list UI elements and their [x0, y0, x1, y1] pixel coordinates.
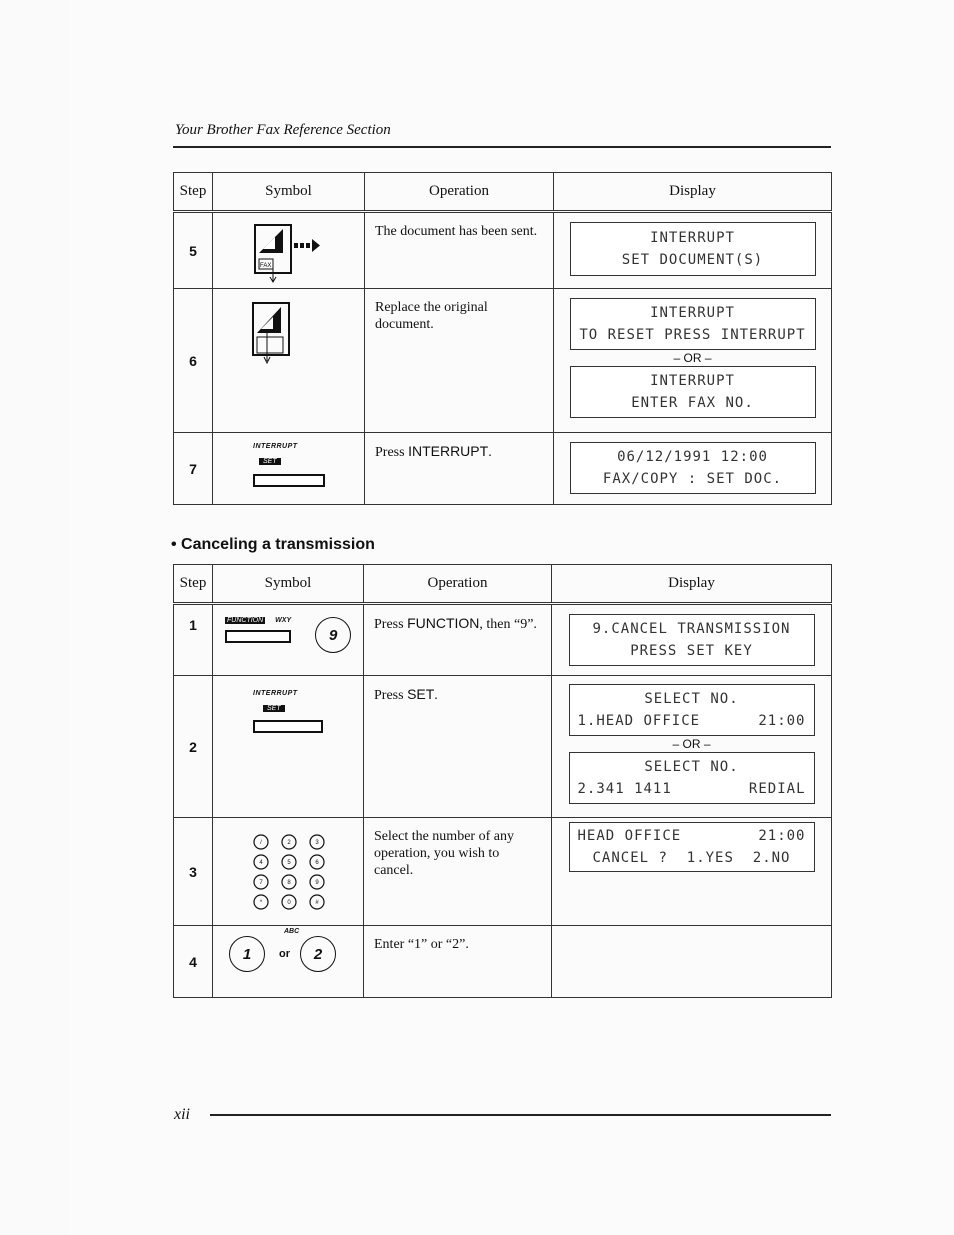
- lcd-display: [570, 366, 816, 418]
- col-step: Step: [174, 173, 213, 212]
- svg-text:6: 6: [315, 860, 319, 866]
- step-number: 1: [174, 604, 213, 676]
- svg-text:9: 9: [315, 880, 319, 886]
- operation-text-prefix: Press: [375, 445, 409, 460]
- table-row: [174, 433, 832, 505]
- symbol-cell: [213, 676, 364, 818]
- operation-text-suffix: , then “9”.: [479, 617, 537, 632]
- lcd-line: 9.CANCEL TRANSMISSION: [592, 621, 791, 637]
- lcd-line: FAX/COPY : SET DOC.: [602, 471, 783, 487]
- svg-text:FAX: FAX: [260, 263, 272, 269]
- lcd-display: [570, 442, 816, 494]
- table-header-row: [174, 565, 832, 604]
- step-number: 3: [174, 818, 213, 926]
- lcd-line: TO RESET PRESS INTERRUPT: [579, 327, 806, 343]
- col-display: Display: [554, 173, 832, 212]
- operation-text: [365, 433, 554, 505]
- svg-text:2: 2: [287, 840, 291, 846]
- set-badge: SET: [259, 458, 281, 465]
- lcd-line: INTERRUPT: [650, 305, 735, 321]
- operation-key: SET: [407, 686, 435, 702]
- function-key-icon: [225, 630, 291, 643]
- set-badge: SET: [263, 705, 285, 712]
- operation-text: Replace the original document.: [365, 289, 554, 433]
- or-text: or: [279, 948, 290, 960]
- col-step: Step: [174, 565, 213, 604]
- function-badge: FUNCTION: [227, 617, 264, 624]
- lcd-display: [570, 222, 816, 276]
- col-symbol: Symbol: [213, 565, 364, 604]
- interrupt-key-label: INTERRUPT: [253, 443, 298, 450]
- display-cell: [552, 676, 832, 818]
- or-separator: – OR –: [673, 351, 712, 365]
- lcd-line: SET DOCUMENT(S): [621, 252, 764, 268]
- lcd-line: CANCEL ? 1.YES 2.NO: [592, 850, 791, 866]
- svg-text:0: 0: [287, 900, 291, 906]
- interrupt-key-icon: [253, 474, 325, 487]
- display-cell: [554, 433, 832, 505]
- display-cell: [554, 212, 832, 289]
- lcd-line: 06/12/1991 12:00: [617, 449, 768, 465]
- operation-text-prefix: Press: [374, 617, 408, 632]
- lcd-line: [570, 778, 814, 800]
- table-row: [174, 604, 832, 676]
- running-header: Your Brother Fax Reference Section: [175, 122, 391, 138]
- symbol-cell: [213, 212, 365, 289]
- lcd-line: SELECT NO.: [644, 759, 739, 775]
- operation-text-prefix: Press: [374, 688, 408, 703]
- lcd-line: SELECT NO.: [644, 691, 739, 707]
- keypad-icon: [213, 818, 363, 918]
- lcd-text: 21:00: [758, 828, 806, 844]
- section-title: • Canceling a transmission: [171, 536, 375, 553]
- document-icon: [213, 289, 363, 369]
- svg-text:4: 4: [259, 860, 263, 866]
- lcd-text: 2.341 1411: [577, 781, 672, 797]
- page-number: xii: [174, 1106, 190, 1123]
- col-operation: Operation: [364, 565, 552, 604]
- step-number: 6: [174, 289, 213, 433]
- symbol-cell: [213, 433, 365, 505]
- symbol-cell: [213, 926, 364, 998]
- lcd-display: [569, 684, 815, 736]
- operation-key: INTERRUPT: [408, 443, 489, 459]
- svg-text:3: 3: [315, 840, 319, 846]
- operation-text: Select the number of any operation, you wish to cancel.: [364, 818, 552, 926]
- operation-text: Enter “1” or “2”.: [364, 926, 552, 998]
- operation-text: [364, 604, 552, 676]
- col-display: Display: [552, 565, 832, 604]
- lcd-text: 21:00: [758, 713, 806, 729]
- display-cell: [554, 289, 832, 433]
- lcd-line: INTERRUPT: [650, 230, 735, 246]
- or-separator: – OR –: [672, 737, 711, 751]
- steps-table-cancel: [173, 564, 832, 998]
- symbol-cell: [213, 818, 364, 926]
- lcd-line: PRESS SET KEY: [630, 643, 753, 659]
- key-letters: WXY: [275, 617, 292, 624]
- lcd-display: [569, 752, 815, 804]
- lcd-text: HEAD OFFICE: [577, 828, 682, 844]
- lcd-text: 1.HEAD OFFICE: [577, 713, 701, 729]
- lcd-line: [570, 825, 814, 847]
- step-number: 5: [174, 212, 213, 289]
- table-row: [174, 818, 832, 926]
- key-1-icon: 1: [229, 936, 265, 972]
- operation-text-suffix: .: [488, 445, 492, 460]
- display-cell: [552, 604, 832, 676]
- key-9-icon: 9: [315, 617, 351, 653]
- step-number: 4: [174, 926, 213, 998]
- table-row: [174, 676, 832, 818]
- lcd-text: REDIAL: [748, 781, 806, 797]
- table-row: [174, 212, 832, 289]
- col-operation: Operation: [365, 173, 554, 212]
- svg-text:*: *: [259, 900, 263, 906]
- lcd-display: [570, 298, 816, 350]
- svg-text:7: 7: [259, 880, 263, 886]
- display-cell: [552, 818, 832, 926]
- svg-text:#: #: [315, 900, 319, 906]
- lcd-line: ENTER FAX NO.: [631, 395, 754, 411]
- footer-rule: [210, 1114, 831, 1116]
- key-2-icon: 2: [300, 936, 336, 972]
- lcd-display: [569, 614, 815, 666]
- svg-text:5: 5: [287, 860, 291, 866]
- step-number: 7: [174, 433, 213, 505]
- svg-text:/: /: [260, 840, 262, 846]
- lcd-display: [569, 822, 815, 872]
- header-rule: [173, 146, 831, 148]
- col-symbol: Symbol: [213, 173, 365, 212]
- operation-text: The document has been sent.: [365, 212, 554, 289]
- operation-text: [364, 676, 552, 818]
- operation-key: FUNCTION: [407, 615, 480, 631]
- display-cell: [552, 926, 832, 998]
- symbol-cell: [213, 289, 365, 433]
- steps-table-interrupt: [173, 172, 832, 505]
- operation-text-suffix: .: [434, 688, 438, 703]
- table-row: [174, 926, 832, 998]
- table-row: [174, 289, 832, 433]
- lcd-line: INTERRUPT: [650, 373, 735, 389]
- key-letters: ABC: [284, 928, 300, 935]
- step-number: 2: [174, 676, 213, 818]
- table-header-row: [174, 173, 832, 212]
- fax-send-icon: [213, 213, 363, 283]
- lcd-line: [570, 710, 814, 732]
- set-key-icon: [253, 720, 323, 733]
- svg-text:8: 8: [287, 880, 291, 886]
- symbol-cell: [213, 604, 364, 676]
- interrupt-key-label: INTERRUPT: [253, 690, 298, 697]
